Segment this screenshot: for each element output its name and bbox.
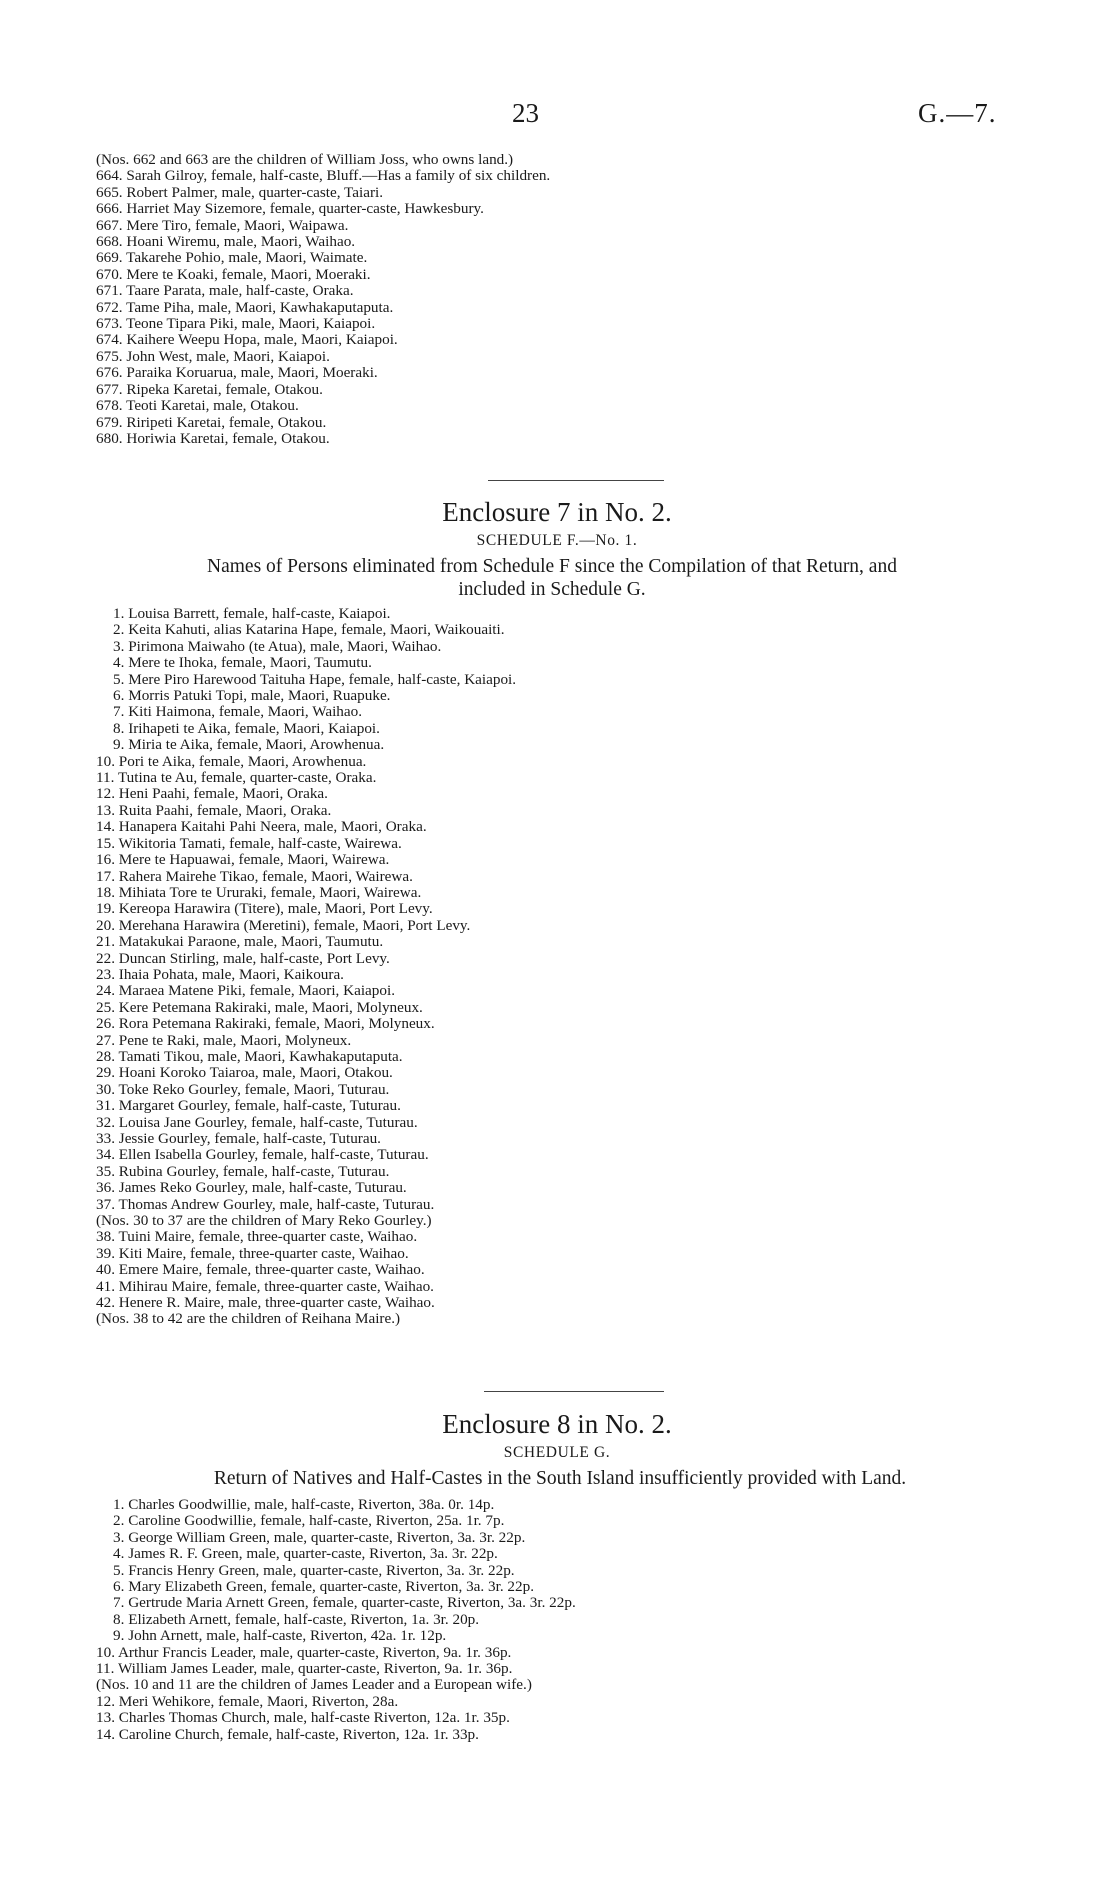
- list-item: 12. Heni Paahi, female, Maori, Oraka.: [96, 785, 328, 803]
- list-item: 674. Kaihere Weepu Hopa, male, Maori, Kaiapoi.: [96, 331, 398, 349]
- list-item: 7. Kiti Haimona, female, Maori, Waihao.: [113, 703, 363, 721]
- list-item: 34. Ellen Isabella Gourley, female, half-caste, Tuturau.: [96, 1146, 429, 1164]
- list-item: 42. Henere R. Maire, male, three-quarter caste, Waihao.: [96, 1294, 435, 1312]
- enclosure7-heading-line2: included in Schedule G.: [458, 579, 646, 600]
- list-item: 671. Taare Parata, male, half-caste, Oraka.: [96, 282, 354, 300]
- list-item: 40. Emere Maire, female, three-quarter caste, Waihao.: [96, 1261, 425, 1279]
- list-item: 39. Kiti Maire, female, three-quarter caste, Waihao.: [96, 1244, 409, 1262]
- list-item: 24. Maraea Matene Piki, female, Maori, Kaiapoi.: [96, 982, 396, 1000]
- list-item: 664. Sarah Gilroy, female, half-caste, Bluff.—Has a family of six children.: [96, 167, 551, 185]
- enclosure8-schedule: SCHEDULE G.: [503, 1444, 611, 1461]
- list-item: 19. Kereopa Harawira (Titere), male, Maori, Port Levy.: [96, 900, 433, 918]
- list-item: 4. Mere te Ihoka, female, Maori, Taumutu.: [113, 654, 372, 672]
- list-item: 1. Louisa Barrett, female, half-caste, Kaiapoi.: [113, 605, 391, 622]
- list-item: 28. Tamati Tikou, male, Maori, Kawhakaputaputa.: [96, 1047, 403, 1065]
- list-item: 680. Horiwia Karetai, female, Otakou.: [96, 429, 330, 447]
- list-item: 5. Mere Piro Harewood Taituha Hape, female, half-caste, Kaiapoi.: [113, 670, 517, 688]
- list-item: 2. Keita Kahuti, alias Katarina Hape, female, Maori, Waikouaiti.: [113, 621, 505, 639]
- list-item: 13. Charles Thomas Church, male, half-caste Riverton, 12a. 1r. 35p.: [96, 1709, 510, 1727]
- list-item: 29. Hoani Koroko Taiaroa, male, Maori, Otakou.: [96, 1064, 393, 1082]
- list-item: 4. James R. F. Green, male, quarter-caste, Riverton, 3a. 3r. 22p.: [113, 1545, 498, 1563]
- list-item: 3. George William Green, male, quarter-caste, Riverton, 3a. 3r. 22p.: [113, 1528, 526, 1546]
- divider: [488, 480, 664, 481]
- list-item: 669. Takarehe Pohio, male, Maori, Waimate.: [96, 249, 368, 267]
- list-item: 17. Rahera Mairehe Tikao, female, Maori, Wairewa.: [96, 867, 413, 885]
- list-item: 668. Hoani Wiremu, male, Maori, Waihao.: [96, 233, 356, 251]
- list-item: 3. Pirimona Maiwaho (te Atua), male, Maori, Waihao.: [113, 637, 442, 655]
- enclosure8-title: Enclosure 8 in No. 2.: [442, 1409, 672, 1439]
- list-item: 26. Rora Petemana Rakiraki, female, Maori, Molyneux.: [96, 1015, 435, 1033]
- list-item: 665. Robert Palmer, male, quarter-caste, Taiari.: [96, 183, 384, 201]
- list-item: 36. James Reko Gourley, male, half-caste, Tuturau.: [96, 1179, 407, 1197]
- list-note: (Nos. 10 and 11 are the children of James Leader and a European wife.): [96, 1676, 532, 1694]
- list-item: 672. Tame Piha, male, Maori, Kawhakaputaputa.: [96, 298, 394, 316]
- enclosure8-list: [96, 1497, 1056, 1743]
- list-item: 35. Rubina Gourley, female, half-caste, Tuturau.: [96, 1162, 390, 1180]
- list-item: 22. Duncan Stirling, male, half-caste, Port Levy.: [96, 949, 390, 967]
- list-item: 8. Irihapeti te Aika, female, Maori, Kaiapoi.: [113, 719, 380, 737]
- list-item: 31. Margaret Gourley, female, half-caste, Tuturau.: [96, 1097, 401, 1115]
- list-note: (Nos. 30 to 37 are the children of Mary Reko Gourley.): [96, 1212, 432, 1230]
- list-item: 11. Tutina te Au, female, quarter-caste, Oraka.: [96, 769, 377, 787]
- enclosure7-schedule: SCHEDULE F.—No. 1.: [476, 532, 638, 549]
- list-item: 14. Hanapera Kaitahi Pahi Neera, male, Maori, Oraka.: [96, 818, 427, 836]
- divider: [484, 1391, 664, 1392]
- enclosure7-title: Enclosure 7 in No. 2.: [442, 497, 672, 527]
- list-item: 6. Morris Patuki Topi, male, Maori, Ruapuke.: [113, 687, 391, 705]
- list-item: 38. Tuini Maire, female, three-quarter caste, Waihao.: [96, 1228, 418, 1246]
- list-item: 16. Mere te Hapuawai, female, Maori, Wairewa.: [96, 851, 390, 869]
- list-item: 23. Ihaia Pohata, male, Maori, Kaikoura.: [96, 965, 344, 983]
- page-number: 23: [512, 98, 539, 128]
- list-item: 27. Pene te Raki, male, Maori, Molyneux.: [96, 1031, 352, 1049]
- list-item: 32. Louisa Jane Gourley, female, half-caste, Tuturau.: [96, 1113, 418, 1131]
- list-item: 12. Meri Wehikore, female, Maori, Riverton, 28a.: [96, 1692, 399, 1710]
- list-item: 675. John West, male, Maori, Kaiapoi.: [96, 347, 330, 365]
- list-item: 15. Wikitoria Tamati, female, half-caste, Wairewa.: [96, 834, 402, 852]
- list-item: 18. Mihiata Tore te Ururaki, female, Maori, Wairewa.: [96, 883, 422, 901]
- list-note: (Nos. 662 and 663 are the children of William Joss, who owns land.): [96, 151, 514, 168]
- list-item: 677. Ripeka Karetai, female, Otakou.: [96, 380, 323, 398]
- list-item: 7. Gertrude Maria Arnett Green, female, quarter-caste, Riverton, 3a. 3r. 22p.: [113, 1594, 576, 1612]
- list-item: 20. Merehana Harawira (Meretini), female, Maori, Port Levy.: [96, 916, 471, 934]
- list-item: 21. Matakukai Paraone, male, Maori, Taumutu.: [96, 933, 384, 951]
- enclosure8-heading: Return of Natives and Half-Castes in the South Island insufficiently provided with Land.: [213, 1468, 907, 1489]
- list-item: 666. Harriet May Sizemore, female, quarter-caste, Hawkesbury.: [96, 200, 484, 218]
- list-item: 2. Caroline Goodwillie, female, half-caste, Riverton, 25a. 1r. 7p.: [113, 1512, 505, 1530]
- list-item: 10. Pori te Aika, female, Maori, Arowhenua.: [96, 752, 367, 770]
- list-item: 5. Francis Henry Green, male, quarter-caste, Riverton, 3a. 3r. 22p.: [113, 1561, 515, 1579]
- document-reference: G.—7.: [918, 98, 997, 128]
- list-item: 667. Mere Tiro, female, Maori, Waipawa.: [96, 216, 349, 234]
- list-item: 1. Charles Goodwillie, male, half-caste, Riverton, 38a. 0r. 14p.: [113, 1496, 495, 1513]
- list-item: 676. Paraika Koruarua, male, Maori, Moeraki.: [96, 364, 378, 382]
- list-item: 678. Teoti Karetai, male, Otakou.: [96, 397, 299, 415]
- enclosure7-list: [96, 606, 1056, 1328]
- section1-list: [96, 152, 1056, 447]
- enclosure7-heading: [72, 555, 1032, 601]
- list-item: 10. Arthur Francis Leader, male, quarter-caste, Riverton, 9a. 1r. 36p.: [96, 1643, 512, 1661]
- list-item: 33. Jessie Gourley, female, half-caste, Tuturau.: [96, 1130, 381, 1147]
- list-item: 6. Mary Elizabeth Green, female, quarter-caste, Riverton, 3a. 3r. 22p.: [113, 1578, 534, 1596]
- list-item: 14. Caroline Church, female, half-caste, Riverton, 12a. 1r. 33p.: [96, 1725, 479, 1743]
- list-item: 673. Teone Tipara Piki, male, Maori, Kaiapoi.: [96, 315, 376, 333]
- enclosure7-heading-line1: Names of Persons eliminated from Schedule F since the Compilation of that Return, and: [207, 556, 897, 577]
- list-item: 9. Miria te Aika, female, Maori, Arowhenua.: [113, 736, 385, 754]
- list-item: 13. Ruita Paahi, female, Maori, Oraka.: [96, 801, 332, 819]
- list-item: 8. Elizabeth Arnett, female, half-caste, Riverton, 1a. 3r. 20p.: [113, 1610, 480, 1628]
- list-item: 30. Toke Reko Gourley, female, Maori, Tuturau.: [96, 1080, 390, 1098]
- list-note: (Nos. 38 to 42 are the children of Reihana Maire.): [96, 1310, 401, 1328]
- list-item: 37. Thomas Andrew Gourley, male, half-caste, Tuturau.: [96, 1195, 435, 1213]
- list-item: 679. Riripeti Karetai, female, Otakou.: [96, 413, 327, 431]
- list-item: 41. Mihirau Maire, female, three-quarter caste, Waihao.: [96, 1277, 434, 1295]
- list-item: 9. John Arnett, male, half-caste, Riverton, 42a. 1r. 12p.: [113, 1627, 447, 1645]
- list-item: 11. William James Leader, male, quarter-caste, Riverton, 9a. 1r. 36p.: [96, 1660, 513, 1678]
- list-item: 25. Kere Petemana Rakiraki, male, Maori, Molyneux.: [96, 998, 423, 1016]
- list-item: 670. Mere te Koaki, female, Maori, Moeraki.: [96, 265, 371, 283]
